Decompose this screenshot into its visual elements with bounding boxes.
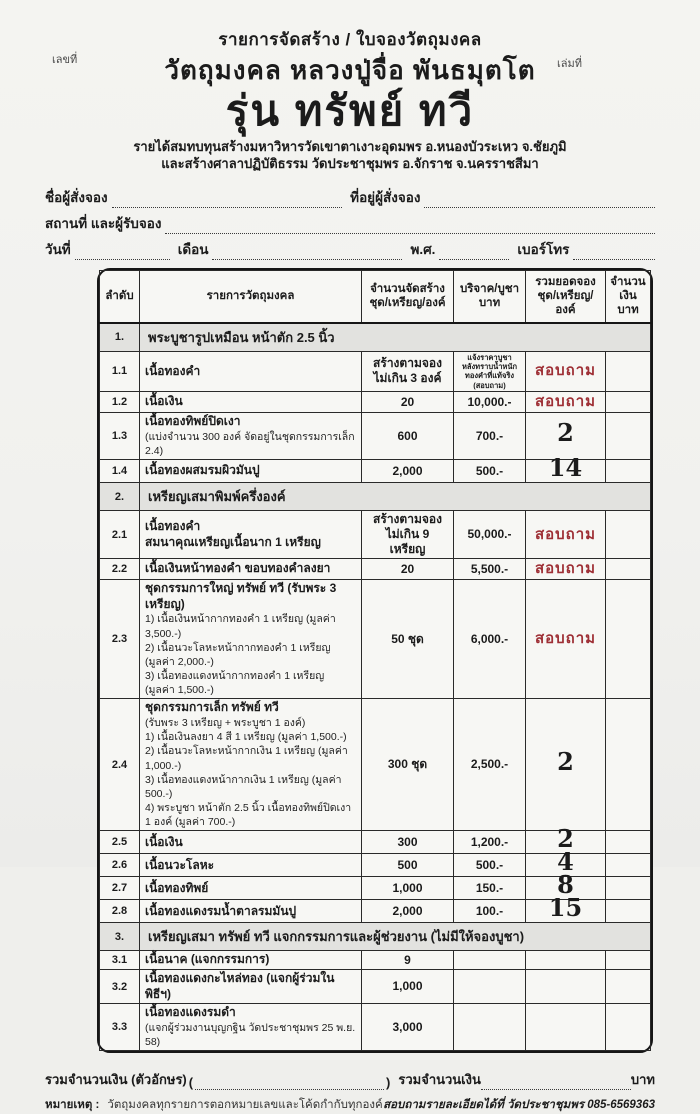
phone-field[interactable] (573, 244, 655, 260)
item-name: ชุดกรรมการเล็ก ทรัพย์ ทวี (145, 700, 279, 715)
note-text: วัตถุมงคลทุกรายการตอกหมายเลขและโค้ดกำกับทุกองค์ (107, 1099, 383, 1112)
item-detail: (แบ่งจำนวน 300 องค์ จัดอยู่ในชุดกรรมการเล็ก 2.4) (145, 430, 355, 457)
quantity-made-cell: 600 (362, 413, 454, 460)
quantity-made-cell: สร้างตามจอง ไม่เกิน 9 เหรียญ (362, 511, 454, 559)
handwritten-quantity: 15 (548, 893, 583, 923)
item-name: เนื้อทองทิพย์ (145, 880, 209, 895)
quantity-made-cell: 20 (362, 392, 454, 413)
item-name: เนื้อทองแดงรมน้ำตาลรมมันปู (145, 903, 297, 918)
amount-cell[interactable] (606, 580, 651, 699)
item-name: เนื้อเงิน (145, 834, 183, 849)
donation-price-cell: 1,200.- (454, 831, 526, 854)
row-number: 1.1 (100, 351, 140, 392)
total-booked-cell[interactable] (526, 1004, 606, 1051)
total-booked-cell[interactable] (526, 511, 606, 559)
item-detail: 2) เนื้อนวะโลหะหน้ากากทองคำ 1 เหรียญ (มูลค่า 2,000.-) (145, 641, 331, 668)
handwritten-quantity: 2 (557, 824, 574, 854)
item-description (140, 559, 362, 580)
quantity-made-cell: 1,000 (362, 969, 454, 1003)
total-line (45, 1066, 655, 1090)
item-description (140, 951, 362, 970)
quantity-made-cell: 500 (362, 854, 454, 877)
row-number: 2.6 (100, 854, 140, 877)
section-title: เหรียญเสมา ทรัพย์ ทวี แจกกรรมการและผู้ช่วยงาน (ไม่มีให้จองบูชา) (140, 923, 651, 951)
row-number: 2.1 (100, 511, 140, 559)
quantity-made-cell: 2,000 (362, 460, 454, 483)
item-name: เนื้อเงิน (145, 394, 183, 409)
table-header-row (100, 270, 651, 323)
amount-cell[interactable] (606, 1004, 651, 1051)
handwritten-quantity: 2 (557, 418, 574, 448)
inquire-stamp: สอบถาม (534, 362, 597, 380)
month-field[interactable] (212, 244, 402, 260)
donation-price-cell: 5,500.- (454, 559, 526, 580)
row-number: 1.3 (100, 413, 140, 460)
item-name: เนื้อทองคำ (145, 519, 201, 534)
row-number: 1. (100, 323, 140, 352)
section-row (100, 323, 651, 352)
note-label: หมายเหตุ : (45, 1099, 100, 1112)
item-description (140, 699, 362, 831)
inquire-stamp: สอบถาม (534, 525, 597, 543)
total-booked-cell[interactable] (526, 699, 606, 831)
row-number: 2.3 (100, 580, 140, 699)
inquire-stamp: สอบถาม (534, 560, 597, 578)
total-words-label: รวมจำนวนเงิน (ตัวอักษร) (45, 1072, 187, 1088)
item-description (140, 831, 362, 854)
donation-price-cell (454, 951, 526, 970)
handwritten-quantity: 14 (548, 453, 583, 483)
section-title: พระบูชารูปเหมือน หน้าตัก 2.5 นิ้ว (140, 323, 651, 352)
item-name: เนื้อเงินหน้าทองคำ ขอบทองคำลงยา (145, 561, 331, 576)
item-name: ชุดกรรมการใหญ่ ทรัพย์ ทวี (รับพระ 3 เหรียญ) (145, 581, 337, 611)
item-row (100, 351, 651, 392)
handwritten-quantity: 2 (557, 746, 574, 776)
note-line (45, 1096, 655, 1114)
baht-label: บาท (630, 1072, 655, 1088)
era-label: พ.ศ. (410, 241, 436, 257)
donation-price-cell (454, 969, 526, 1003)
orderer-name-field[interactable] (112, 192, 343, 208)
amount-cell[interactable] (606, 460, 651, 483)
year-field[interactable] (439, 244, 509, 260)
form-footer (45, 1066, 655, 1114)
amount-cell[interactable] (606, 511, 651, 559)
item-detail: (รับพระ 3 เหรียญ + พระบูชา 1 องค์) (145, 716, 306, 729)
quantity-made-cell: 2,000 (362, 900, 454, 923)
amount-cell[interactable] (606, 877, 651, 900)
orderer-address-field[interactable] (424, 192, 655, 208)
order-table-body (100, 323, 651, 1051)
section-row (100, 923, 651, 951)
quantity-made-cell: 300 ชุด (362, 699, 454, 831)
order-table (97, 268, 653, 1053)
row-number: 3. (100, 923, 140, 951)
item-detail: 3) เนื้อทองแดงหน้ากากทองคำ 1 เหรียญ (มูลค่า 1,500.-) (145, 670, 325, 697)
amount-cell[interactable] (606, 900, 651, 923)
place-receiver-field[interactable] (165, 218, 655, 234)
date-field[interactable] (75, 244, 170, 260)
item-row (100, 580, 651, 699)
item-row (100, 699, 651, 831)
total-words-field[interactable] (195, 1075, 384, 1090)
item-detail: 1) เนื้อเงินลงยา 4 สี 1 เหรียญ (มูลค่า 1,500.-) (145, 731, 347, 744)
total-booked-cell[interactable] (526, 951, 606, 970)
item-row (100, 511, 651, 559)
section-title: เหรียญเสมาพิมพ์ครึ่งองค์ (140, 483, 651, 511)
orderer-info-section (45, 182, 655, 260)
total-amount-label: รวมจำนวนเงิน (398, 1072, 481, 1088)
handwritten-quantity: 4 (557, 847, 574, 877)
total-booked-cell[interactable] (526, 392, 606, 413)
col-header-amount: จำนวนเงิน บาท (606, 270, 651, 323)
item-detail: 2) เนื้อนวะโลหะหน้ากากเงิน 1 เหรียญ (มูลค่า 1,000.-) (145, 745, 348, 772)
amount-cell[interactable] (606, 699, 651, 831)
item-row (100, 900, 651, 923)
open-paren: ( (188, 1075, 194, 1091)
quantity-made-cell: สร้างตามจอง ไม่เกิน 3 องค์ (362, 351, 454, 392)
item-description (140, 877, 362, 900)
col-header-index: ลำดับ (100, 270, 140, 323)
amount-cell[interactable] (606, 831, 651, 854)
page-title: รายการจัดสร้าง / ใบจองวัตถุมงคล (218, 30, 482, 49)
item-description (140, 900, 362, 923)
row-number: 3.2 (100, 969, 140, 1003)
close-paren: ) (386, 1075, 391, 1091)
row-number: 2.4 (100, 699, 140, 831)
item-detail: (แจกผู้ร่วมงานบุญกฐิน วัดประชาชุมพร 25 พ.ย. 58) (145, 1021, 356, 1048)
row-number: 3.1 (100, 951, 140, 970)
donation-price-cell: 500.- (454, 854, 526, 877)
donation-price-cell (454, 1004, 526, 1051)
item-row (100, 969, 651, 1003)
item-name: เนื้อนวะโลหะ (145, 857, 215, 872)
handwritten-quantity: 8 (557, 870, 574, 900)
donation-price-cell: 700.- (454, 413, 526, 460)
total-booked-cell[interactable] (526, 559, 606, 580)
date-phone-line (45, 234, 655, 260)
item-description (140, 854, 362, 877)
place-receiver-line (45, 208, 655, 234)
item-description (140, 392, 362, 413)
row-number: 2.7 (100, 877, 140, 900)
inquire-stamp: สอบถาม (534, 393, 597, 411)
col-header-total-booked: รวมยอดจอง ชุด/เหรียญ/องค์ (526, 270, 606, 323)
item-name: เนื้อนาค (แจกกรรมการ) (145, 952, 270, 967)
orderer-name-label: ชื่อผู้สั่งจอง (45, 189, 108, 205)
item-row (100, 460, 651, 483)
col-header-qty-made: จำนวนจัดสร้าง ชุด/เหรียญ/องค์ (362, 270, 454, 323)
total-booked-cell[interactable] (526, 969, 606, 1003)
purpose-line-2: และสร้างศาลาปฏิบัติธรรม วัดประชาชุมพร อ.จักราช จ.นครราชสีมา (161, 155, 539, 171)
item-description (140, 413, 362, 460)
purpose-line-1: รายได้สมทบทุนสร้างมหาวิหารวัดเขาตาเงาะอุดมพร อ.หนองบัวระเหว จ.ชัยภูมิ (133, 138, 567, 154)
edition-title: รุ่น ทรัพย์ ทวี (225, 87, 475, 135)
total-amount-field[interactable] (481, 1075, 631, 1090)
orderer-name-line (45, 182, 655, 208)
contact-text: สอบถามรายละเอียดได้ที่ วัดประชาชุมพร 085-6569363 (383, 1099, 655, 1112)
item-detail: 1) เนื้อเงินหน้ากากทองคำ 1 เหรียญ (มูลค่า 3,500.-) (145, 613, 336, 640)
doc-number-label: เลขที่ (52, 54, 78, 66)
row-number: 2.5 (100, 831, 140, 854)
item-description (140, 511, 362, 559)
row-number: 1.2 (100, 392, 140, 413)
amount-cell[interactable] (606, 351, 651, 392)
item-description (140, 460, 362, 483)
item-row (100, 559, 651, 580)
row-number: 1.4 (100, 460, 140, 483)
donation-price-cell: 100.- (454, 900, 526, 923)
amount-cell[interactable] (606, 392, 651, 413)
donation-price-cell: 500.- (454, 460, 526, 483)
item-name: เนื้อทองแดงรมดำ (145, 1005, 236, 1020)
month-label: เดือน (177, 241, 209, 257)
quantity-made-cell: 20 (362, 559, 454, 580)
temple-amulet-title: วัตถุมงคล หลวงปู่จื่อ พันธมุตโต (164, 54, 536, 85)
row-number: 2.2 (100, 559, 140, 580)
quantity-made-cell: 300 (362, 831, 454, 854)
col-header-item: รายการวัตถุมงคล (140, 270, 362, 323)
total-booked-cell[interactable] (526, 351, 606, 392)
donation-price-cell: แจ้งราคาบูชา หลังทราบน้ำหนัก ทองคำที่แท้จริง (สอบถาม) (454, 351, 526, 392)
col-header-donation: บริจาค/บูชา บาท (454, 270, 526, 323)
row-number: 2.8 (100, 900, 140, 923)
item-description (140, 580, 362, 699)
item-name: เนื้อทองคำ (145, 363, 201, 378)
item-description (140, 1004, 362, 1051)
item-name: เนื้อทองทิพย์ปิดเงา (145, 414, 241, 429)
form-header (0, 0, 700, 172)
item-description (140, 969, 362, 1003)
amount-cell[interactable] (606, 969, 651, 1003)
donation-price-cell: 6,000.- (454, 580, 526, 699)
item-detail: 3) เนื้อทองแดงหน้ากากเงิน 1 เหรียญ (มูลค่า 500.-) (145, 773, 342, 800)
donation-price-cell: 150.- (454, 877, 526, 900)
amount-cell[interactable] (606, 951, 651, 970)
inquire-stamp: สอบถาม (534, 630, 597, 648)
phone-label: เบอร์โทร (517, 241, 570, 257)
amount-cell[interactable] (606, 559, 651, 580)
donation-price-cell: 50,000.- (454, 511, 526, 559)
row-number: 2. (100, 483, 140, 511)
item-description (140, 351, 362, 392)
item-detail: 4) พระบูชา หน้าตัก 2.5 นิ้ว เนื้อทองทิพย์ปิดเงา 1 องค์ (มูลค่า 700.-) (145, 802, 352, 829)
total-booked-cell[interactable] (526, 893, 606, 923)
item-name: เนื้อทองแดงกะไหล่ทอง (แจกผู้ร่วมในพิธีฯ) (145, 970, 335, 1001)
place-receiver-label: สถานที่ และผู้รับจอง (45, 215, 162, 231)
donation-price-cell: 10,000.- (454, 392, 526, 413)
amount-cell[interactable] (606, 854, 651, 877)
item-row (100, 392, 651, 413)
section-row (100, 483, 651, 511)
orderer-address-label: ที่อยู่ผู้สั่งจอง (350, 189, 421, 205)
total-booked-cell[interactable] (526, 453, 606, 483)
quantity-made-cell: 50 ชุด (362, 580, 454, 699)
donation-price-cell: 2,500.- (454, 699, 526, 831)
amount-cell[interactable] (606, 413, 651, 460)
date-label: วันที่ (45, 241, 71, 257)
item-row (100, 1004, 651, 1051)
book-number-label: เล่มที่ (556, 58, 582, 70)
quantity-made-cell: 1,000 (362, 877, 454, 900)
item-row (100, 951, 651, 970)
item-detail: สมนาคุณเหรียญเนื้อนาก 1 เหรียญ (145, 534, 321, 549)
total-booked-cell[interactable] (526, 580, 606, 699)
quantity-made-cell: 9 (362, 951, 454, 970)
quantity-made-cell: 3,000 (362, 1004, 454, 1051)
item-name: เนื้อทองผสมรมผิวมันปู (145, 463, 260, 478)
row-number: 3.3 (100, 1004, 140, 1051)
